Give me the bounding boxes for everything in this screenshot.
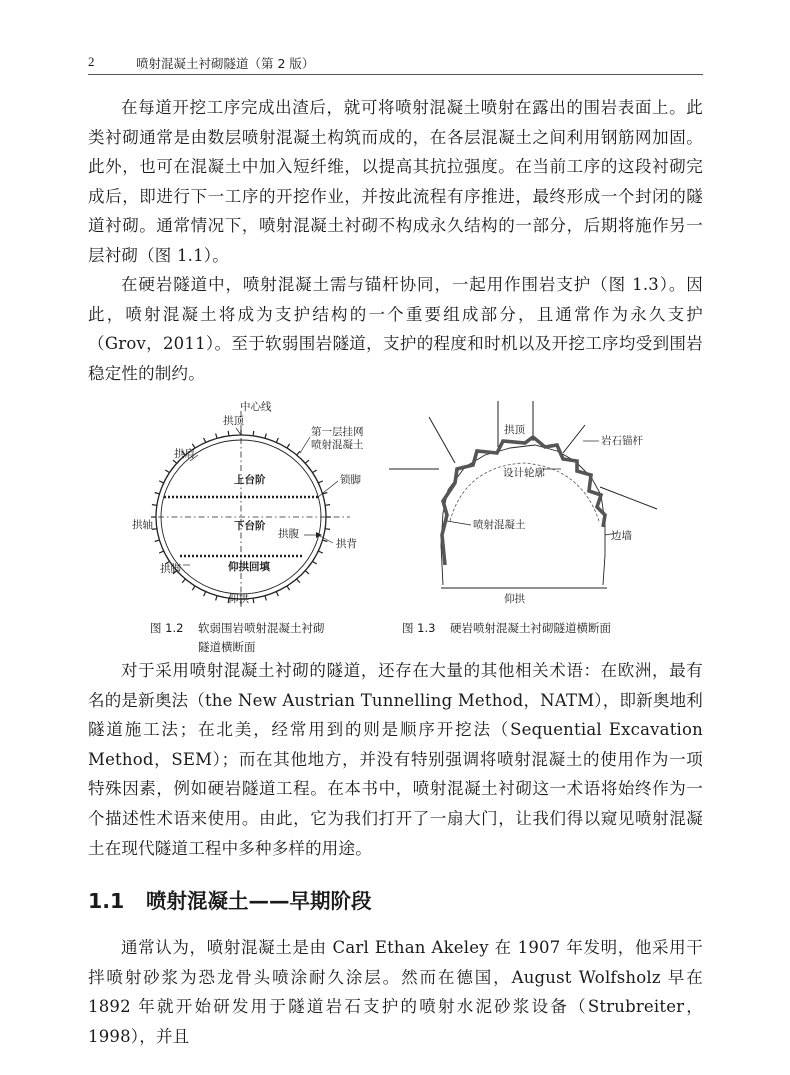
ring-tick: [204, 438, 206, 443]
page-number: 2: [88, 54, 95, 69]
hard-rock-tunnel-diagram: [385, 395, 675, 610]
ring-tick: [159, 481, 164, 483]
ring-tick: [276, 592, 278, 597]
ring-tick: [159, 551, 164, 553]
ring-tick: [297, 451, 300, 455]
ring-tick: [155, 540, 160, 541]
ring-tick: [297, 579, 300, 583]
label-shoulder: 拱肩: [174, 448, 195, 460]
label-crown: 拱顶: [504, 424, 525, 436]
ring-tick: [228, 431, 229, 436]
label-crown: 拱顶: [223, 415, 244, 427]
ring-tick: [313, 561, 317, 564]
paragraph-4: 通常认为，喷射混凝土是由 Carl Ethan Akeley 在 1907 年发明，他采用干拌喷射砂浆为恐龙骨头喷涂耐久涂层。然而在德国，August Wolfsholz 早在 1892 年就开始研发用于隧道岩石支护的喷射水泥砂浆设备（Strubreiter，1998），并且: [88, 938, 703, 1046]
ring-tick: [216, 434, 217, 439]
label-shotcrete: 喷射混凝土: [473, 519, 526, 531]
label-first-layer-1: 第一层挂网: [311, 426, 364, 438]
ring-tick: [287, 444, 290, 448]
ring-tick: [313, 470, 317, 473]
section-title: 喷射混凝土——早期阶段: [146, 889, 372, 913]
label-haunch: 拱腹: [278, 528, 299, 540]
paragraph-2: 在硬岩隧道中，喷射混凝土需与锚杆协同，一起用作围岩支护（图 1.3）。因此，喷射混凝土将成为支护结构的一个重要组成部分，且通常作为永久支护（Grov，2011）。至于软弱围岩隧道，支护的程度和时机以及开挖工序均受到围岩稳定性的制约。: [88, 275, 703, 383]
section-number: 1.1: [88, 889, 125, 913]
ring-tick: [192, 586, 195, 590]
ring-tick: [265, 434, 266, 439]
label-side-wall: 边墙: [611, 530, 632, 542]
ring-tick: [325, 505, 330, 506]
caption-line-1: 软弱围岩喷射混凝土衬砌: [198, 621, 325, 635]
ring-tick: [265, 596, 266, 601]
label-upper-bench: 上台阶: [234, 474, 266, 486]
ring-tick: [253, 431, 254, 436]
label-lower-bench: 下台阶: [234, 520, 266, 532]
ring-tick: [152, 505, 157, 506]
caption-number: 图 1.3: [402, 621, 436, 635]
caption-line-2: 隧道横断面: [198, 640, 256, 654]
ring-tick: [165, 470, 169, 473]
label-spring-line: 拱轴: [132, 519, 153, 531]
label-invert: 仰拱: [504, 593, 525, 605]
ring-tick: [318, 551, 323, 553]
paragraph-3: 对于采用喷射混凝土衬砌的隧道，还存在大量的其他相关术语：在欧洲，最有名的是新奥法（the New Austrian Tunnelling Method，NATM），即新奥地利隧道施工法；在北美，经常用到的则是顺序开挖法（Sequential Excavation Method，SEM）；而在其他地方，并没有特别强调将喷射混凝土的使用作为一项特殊因素，例如硬岩隧道工程。在本书中，喷射混凝土衬砌这一术语将始终作为一个描述性术语来使用。由此，它为我们打开了一扇大门，让我们得以窥见喷射混凝土在现代隧道工程中多种多样的用途。: [88, 661, 703, 858]
figure-1-2: [128, 395, 383, 610]
figure-1-2-caption: [150, 619, 365, 657]
label-first-layer-2: 喷射混凝土: [311, 439, 364, 451]
figure-1-3-caption: [402, 619, 682, 638]
ring-tick: [216, 596, 217, 601]
section-heading: [88, 884, 372, 914]
ring-tick: [323, 540, 328, 541]
ring-tick: [182, 579, 185, 583]
caption-number: 图 1.2: [150, 621, 184, 635]
ring-tick: [204, 592, 206, 597]
running-header: [88, 50, 703, 75]
label-center-line: 中心线: [240, 401, 272, 413]
ring-tick: [155, 492, 160, 493]
ring-tick: [305, 460, 309, 463]
ring-tick: [276, 438, 278, 443]
figure-1-3: [385, 395, 675, 610]
ring-tick: [305, 571, 309, 574]
ring-tick: [325, 529, 330, 530]
running-title: 喷射混凝土衬砌隧道（第 2 版）: [136, 56, 315, 71]
label-arch-back: 拱背: [336, 538, 357, 550]
label-arch-foot: 拱脚: [160, 563, 181, 575]
label-invert: 仰拱: [228, 593, 249, 605]
caption-text: 硬岩喷射混凝土衬砌隧道横断面: [450, 621, 611, 635]
label-lock-foot: 锁脚: [340, 474, 361, 486]
ring-tick: [287, 586, 290, 590]
label-invert-fill: 仰拱回填: [228, 561, 270, 573]
label-rock-bolt: 岩石锚杆: [601, 435, 643, 447]
ring-tick: [253, 598, 254, 603]
ring-tick: [318, 481, 323, 483]
paragraph-1: 在每道开挖工序完成出渣后，就可将喷射混凝土喷射在露出的围岩表面上。此类衬砌通常是由数层喷射混凝土构筑而成的，在各层混凝土之间利用钢筋网加固。此外，也可在混凝土中加入短纤维，以提高其抗拉强度。在当前工序的这段衬砌完成后，即进行下一工序的开挖作业，并按此流程有序推进，最终形成一个封闭的隧道衬砌。通常情况下，喷射混凝土衬砌不构成永久结构的一部分，后期将施作另一层衬砌（图 1.1）。: [88, 98, 703, 265]
label-design-profile: 设计轮廓: [503, 467, 545, 479]
